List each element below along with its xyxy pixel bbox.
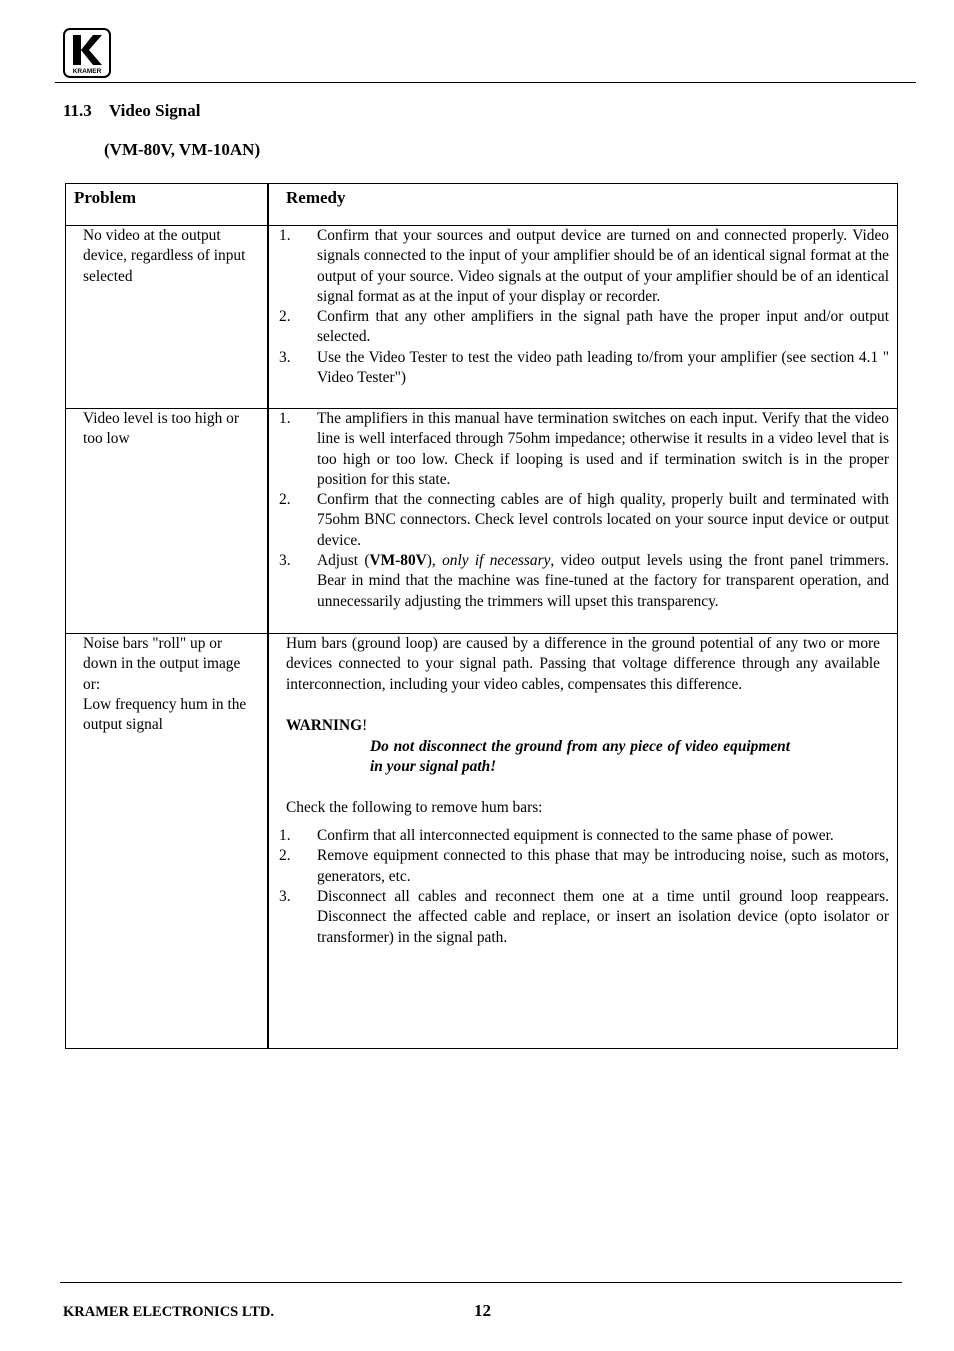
column-divider	[267, 183, 269, 1049]
section-models: (VM-80V, VM-10AN)	[104, 140, 261, 159]
list-item: 1. Confirm that all interconnected equipment is connected to the same phase of power.	[279, 827, 834, 845]
list-item: 1. Confirm that your sources and output device are turned on and connected properly. Video signals connected to the input of your amplifier should be of an identical signal format at the output of your source. Video signals at the output of your amplifier should be of an identical signal format as at the input of your display or recorder.	[279, 227, 889, 305]
warning-heading: WARNING!	[286, 716, 368, 734]
hum-bars-intro: Hum bars (ground loop) are caused by a difference in the ground potential of any two or more devices connected to your signal path. Passing that voltage difference through any available interconnection, including your video cables, compensates this difference.	[286, 635, 880, 693]
header-problem: Problem	[74, 188, 137, 207]
footer-company: KRAMER ELECTRONICS LTD.	[63, 1304, 274, 1320]
remedy-no-video	[279, 226, 889, 388]
list-item: 3. Adjust (VM-80V), only if necessary, video output levels using the front panel trimmers. Bear in mind that the machine was fine-tuned at the factory for transparent operation, and unnecessarily adjusting the trimmers will upset this transparency.	[279, 552, 889, 610]
problem-noise-bars	[83, 634, 258, 735]
problem-line: Noise bars "roll" up or down in the output image	[83, 635, 241, 673]
footer-rule	[60, 1282, 902, 1283]
section-number: 11.3	[63, 101, 92, 120]
remedy-noise-bars	[279, 634, 889, 948]
list-item: 2. Confirm that any other amplifiers in the signal path have the proper input and/or output selected.	[279, 308, 889, 346]
warning-text: Do not disconnect the ground from any piece of video equipment in your signal path!	[370, 738, 790, 776]
list-item: 3. Use the Video Tester to test the video path leading to/from your amplifier (see section 4.1 " Video Tester")	[279, 348, 889, 387]
kramer-logo	[63, 28, 111, 78]
section-title: Video Signal	[109, 101, 201, 120]
header-rule	[55, 82, 916, 83]
list-item: 2. Confirm that the connecting cables are of high quality, properly built and terminated with 75ohm BNC connectors. Check level controls located on your source input device or output device.	[279, 491, 889, 549]
problem-line: Low frequency hum in the output signal	[83, 695, 247, 734]
svg-text:KRAMER: KRAMER	[72, 68, 102, 75]
page-number: 12	[474, 1301, 491, 1320]
remedy-video-level	[279, 409, 889, 612]
check-intro: Check the following to remove hum bars:	[286, 798, 543, 816]
section-heading	[63, 101, 200, 121]
problem-video-level: Video level is too high or too low	[83, 410, 239, 448]
problem-no-video: No video at the output device, regardless of input selected	[83, 227, 246, 285]
header-remedy: Remedy	[286, 188, 346, 207]
list-item: 1. The amplifiers in this manual have termination switches on each input. Verify that the video line is well interfaced through 75ohm impedance; otherwise it results in a video level that is too high or too low. Check if looping is used and if termination switch is in the proper position for this state.	[279, 410, 889, 488]
problem-line: or:	[83, 675, 101, 693]
list-item: 2. Remove equipment connected to this phase that may be introducing noise, such as motors, generators, etc.	[279, 847, 889, 885]
list-item: 3. Disconnect all cables and reconnect them one at a time until ground loop reappears. Disconnect the affected cable and replace, or insert an isolation device (opto isolator or transformer) in the signal path.	[279, 887, 889, 946]
